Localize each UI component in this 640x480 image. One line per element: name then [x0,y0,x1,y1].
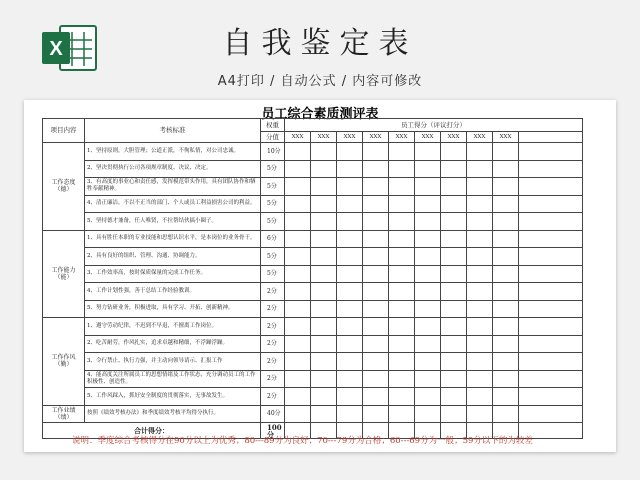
header-rater: XXX [311,132,337,143]
rating-cell[interactable] [415,178,441,196]
rating-cell[interactable] [441,248,467,266]
rating-cell[interactable] [337,370,363,388]
rating-cell[interactable] [467,178,493,196]
table-row [43,213,583,231]
rating-cell[interactable] [467,248,493,266]
rating-cell[interactable] [285,335,311,353]
rating-cell[interactable] [467,353,493,371]
evaluation-table [42,118,583,439]
rating-cell[interactable] [311,300,337,318]
rating-cell[interactable] [363,405,389,423]
rating-cell[interactable] [389,265,415,283]
rating-cell[interactable] [363,230,389,248]
rating-cell[interactable] [467,300,493,318]
rating-cell[interactable] [389,213,415,231]
rating-cell[interactable] [519,370,583,388]
rating-cell[interactable] [285,178,311,196]
rating-cell[interactable] [493,248,519,266]
score-cell: 10分 [261,143,285,161]
score-cell: 5分 [261,248,285,266]
rating-cell[interactable] [467,388,493,406]
table-row [43,283,583,301]
criteria-cell: 2、坚决贯彻执行公司各项规章制度、决议、决定。 [85,160,261,178]
rating-cell[interactable] [441,388,467,406]
table-row [43,388,583,406]
rating-cell[interactable] [415,335,441,353]
score-cell: 5分 [261,213,285,231]
rating-cell[interactable] [311,213,337,231]
rating-cell[interactable] [519,195,583,213]
rating-cell[interactable] [337,160,363,178]
rating-cell[interactable] [467,160,493,178]
rating-cell[interactable] [519,230,583,248]
rating-cell[interactable] [337,300,363,318]
rating-cell[interactable] [337,143,363,161]
rating-cell[interactable] [337,335,363,353]
table-row [43,160,583,178]
rating-cell[interactable] [389,388,415,406]
table-row [43,265,583,283]
rating-cell[interactable] [493,405,519,423]
rating-cell[interactable] [285,143,311,161]
category-cell: 工作业绩（绩） [43,405,85,423]
rating-cell[interactable] [363,160,389,178]
score-cell: 5分 [261,160,285,178]
rating-cell[interactable] [311,353,337,371]
criteria-cell: 1、具有胜任本职的专业技能和思想认识水平，是本岗位的业务骨干。 [85,230,261,248]
rating-cell[interactable] [337,195,363,213]
rating-cell[interactable] [415,160,441,178]
criteria-cell: 5、坚持德才兼备，任人唯贤，不拉帮结伙搞小圈子。 [85,213,261,231]
header-criteria: 考核标准 [85,119,261,143]
rating-cell[interactable] [467,405,493,423]
rating-cell[interactable] [311,143,337,161]
category-cell: 工作能力（能） [43,230,85,318]
header-score-group: 员工得分（评议打分） [285,119,583,132]
table-row [43,300,583,318]
table-row [43,143,583,161]
rating-cell[interactable] [389,370,415,388]
criteria-cell: 5、工作风踩入，抓好安全制度的贯彻落实，无事故发生。 [85,388,261,406]
rating-cell[interactable] [415,370,441,388]
rating-cell[interactable] [337,318,363,336]
score-cell: 40分 [261,405,285,423]
rating-cell[interactable] [415,318,441,336]
rating-cell[interactable] [363,318,389,336]
rating-cell[interactable] [519,300,583,318]
rating-cell[interactable] [285,388,311,406]
rating-cell[interactable] [363,248,389,266]
header-weight: 权重 [261,119,285,132]
rating-cell[interactable] [337,178,363,196]
rating-cell[interactable] [363,388,389,406]
rating-cell[interactable] [519,265,583,283]
criteria-cell: 4、工作计划性强，善于总结工作经验教训。 [85,283,261,301]
rating-cell[interactable] [441,143,467,161]
rating-cell[interactable] [389,178,415,196]
total-label: 合计得分： [43,423,261,439]
category-cell: 工作作风（勤） [43,318,85,406]
rating-cell[interactable] [467,230,493,248]
rating-cell[interactable] [519,353,583,371]
rating-cell[interactable] [467,318,493,336]
rating-cell[interactable] [493,370,519,388]
rating-cell[interactable] [519,213,583,231]
score-cell: 5分 [261,265,285,283]
score-cell: 6分 [261,230,285,248]
score-cell: 2分 [261,318,285,336]
page-subtitle: A4打印 / 自动公式 / 内容可修改 [217,74,423,89]
rating-cell[interactable] [337,388,363,406]
sheet-title: 员工综合素质测评表 [261,107,379,122]
rating-cell[interactable] [389,283,415,301]
rating-cell[interactable] [493,178,519,196]
rating-cell[interactable] [337,353,363,371]
rating-cell[interactable] [519,283,583,301]
score-cell: 2分 [261,370,285,388]
rating-cell[interactable] [441,160,467,178]
score-cell: 2分 [261,335,285,353]
rating-cell[interactable] [415,213,441,231]
category-cell: 工作态度（德） [43,143,85,231]
rating-cell[interactable] [337,265,363,283]
rating-cell[interactable] [363,178,389,196]
criteria-cell: 1、坚持原则，大胆管理；公道正派，不徇私情，对公司忠诚。 [85,143,261,161]
rating-cell[interactable] [493,230,519,248]
rating-cell[interactable] [285,230,311,248]
rating-cell[interactable] [389,318,415,336]
header-project: 项目内容 [43,119,85,143]
rating-cell[interactable] [441,230,467,248]
rating-cell[interactable] [311,283,337,301]
scoring-note: 说明：季度综合考核得分在90分以上为优秀；80---89分为良好；70---79分为合格；60---69分为一般；59分以下的为较差 [72,436,533,446]
rating-cell[interactable] [441,213,467,231]
rating-cell[interactable] [519,178,583,196]
rating-cell[interactable] [389,300,415,318]
criteria-cell: 3、工作效率高，按时保质保量的完成工作任务。 [85,265,261,283]
rating-cell[interactable] [467,195,493,213]
rating-cell[interactable] [311,388,337,406]
rating-cell[interactable] [441,370,467,388]
rating-cell[interactable] [519,160,583,178]
rating-cell[interactable] [467,283,493,301]
rating-cell[interactable] [415,265,441,283]
header-rater: XXX [415,132,441,143]
header-rater: XXX [337,132,363,143]
criteria-cell: 2、吃苦耐劳，作风扎实，追求卓越和精细，不浮躁浮躁。 [85,335,261,353]
table-row [43,195,583,213]
rating-cell[interactable] [441,265,467,283]
criteria-cell: 4、清正廉洁，不以不正当的部门、个人或员工利益损害公司的利益。 [85,195,261,213]
rating-cell[interactable] [389,353,415,371]
rating-cell[interactable] [389,335,415,353]
rating-cell[interactable] [415,353,441,371]
rating-cell[interactable] [441,318,467,336]
rating-cell[interactable] [285,405,311,423]
rating-cell[interactable] [415,405,441,423]
criteria-cell: 5、努力钻研业务，积极进取，具有学习、开拓、创新精神。 [85,300,261,318]
rating-cell[interactable] [519,388,583,406]
rating-cell[interactable] [311,370,337,388]
rating-cell[interactable] [363,353,389,371]
rating-cell[interactable] [493,143,519,161]
rating-cell[interactable] [285,248,311,266]
table-row [43,335,583,353]
rating-cell[interactable] [311,160,337,178]
criteria-cell: 按照《绩效考核办法》和季度绩效考核平均得分执行。 [85,405,261,423]
rating-cell[interactable] [337,230,363,248]
score-cell: 5分 [261,195,285,213]
rating-cell[interactable] [389,248,415,266]
rating-cell[interactable] [389,160,415,178]
rating-cell[interactable] [415,248,441,266]
rating-cell[interactable] [519,248,583,266]
rating-cell[interactable] [285,195,311,213]
rating-cell[interactable] [363,213,389,231]
rating-cell[interactable] [337,283,363,301]
rating-cell[interactable] [337,405,363,423]
table-row [43,318,583,336]
rating-cell[interactable] [363,283,389,301]
rating-cell[interactable] [441,300,467,318]
rating-cell[interactable] [519,318,583,336]
rating-cell[interactable] [493,283,519,301]
rating-cell[interactable] [493,335,519,353]
rating-cell[interactable] [285,370,311,388]
table-row [43,353,583,371]
table-row [43,370,583,388]
page-title: 自我鉴定表 [222,26,418,61]
rating-cell[interactable] [467,213,493,231]
rating-cell[interactable] [467,335,493,353]
excel-icon-letter: X [49,38,63,60]
rating-cell[interactable] [285,300,311,318]
rating-cell[interactable] [311,195,337,213]
rating-cell[interactable] [311,230,337,248]
rating-cell[interactable] [363,335,389,353]
rating-cell[interactable] [363,195,389,213]
score-cell: 2分 [261,283,285,301]
rating-cell[interactable] [493,318,519,336]
rating-cell[interactable] [363,370,389,388]
rating-cell[interactable] [311,335,337,353]
total-value: 100分 [261,423,285,439]
criteria-cell: 3、有高度的事业心和责任感，发挥模范带头作用，具有团队协作和牺牲奉献精神。 [85,178,261,196]
rating-cell[interactable] [441,283,467,301]
rating-cell[interactable] [337,213,363,231]
rating-cell[interactable] [467,143,493,161]
header-rater-blank [519,132,583,143]
header-rater: XXX [493,132,519,143]
header-rater: XXX [363,132,389,143]
criteria-cell: 3、令行禁止、执行力强，并主动向领导请示、汇报工作 [85,353,261,371]
rating-cell[interactable] [389,143,415,161]
rating-cell[interactable] [441,195,467,213]
rating-cell[interactable] [415,143,441,161]
rating-cell[interactable] [311,248,337,266]
rating-cell[interactable] [363,143,389,161]
rating-cell[interactable] [441,178,467,196]
rating-cell[interactable] [285,160,311,178]
rating-cell[interactable] [415,283,441,301]
rating-cell[interactable] [389,230,415,248]
rating-cell[interactable] [285,318,311,336]
rating-cell[interactable] [441,335,467,353]
rating-cell[interactable] [493,388,519,406]
table-row [43,405,583,423]
score-cell: 2分 [261,388,285,406]
rating-cell[interactable] [493,265,519,283]
rating-cell[interactable] [415,388,441,406]
rating-cell[interactable] [285,213,311,231]
rating-cell[interactable] [493,160,519,178]
rating-cell[interactable] [285,265,311,283]
rating-cell[interactable] [311,265,337,283]
table-row [43,248,583,266]
criteria-cell: 4、能高度关注所属员工的思想情绪及工作状态，充分调动员工的工作积极性、创造性。 [85,370,261,388]
table-row [43,178,583,196]
rating-cell[interactable] [519,143,583,161]
rating-cell[interactable] [519,405,583,423]
rating-cell[interactable] [415,300,441,318]
rating-cell[interactable] [467,370,493,388]
header-rater: XXX [389,132,415,143]
rating-cell[interactable] [441,353,467,371]
table-row [43,230,583,248]
rating-cell[interactable] [493,353,519,371]
header-rater: XXX [285,132,311,143]
criteria-cell: 2、具有良好的组织、管理、沟通、协调能力。 [85,248,261,266]
rating-cell[interactable] [493,300,519,318]
rating-cell[interactable] [415,230,441,248]
rating-cell[interactable] [363,265,389,283]
header-score: 分值 [261,132,285,143]
rating-cell[interactable] [311,318,337,336]
score-cell: 2分 [261,353,285,371]
rating-cell[interactable] [311,178,337,196]
rating-cell[interactable] [493,195,519,213]
rating-cell[interactable] [363,300,389,318]
rating-cell[interactable] [337,248,363,266]
rating-cell[interactable] [519,335,583,353]
rating-cell[interactable] [467,265,493,283]
table-header-row [43,119,583,132]
header-rater: XXX [441,132,467,143]
rating-cell[interactable] [389,195,415,213]
header-rater: XXX [467,132,493,143]
rating-cell[interactable] [389,405,415,423]
rating-cell[interactable] [493,213,519,231]
rating-cell[interactable] [285,283,311,301]
rating-cell[interactable] [285,353,311,371]
rating-cell[interactable] [311,405,337,423]
score-cell: 5分 [261,178,285,196]
rating-cell[interactable] [441,405,467,423]
rating-cell[interactable] [415,195,441,213]
score-cell: 2分 [261,300,285,318]
spreadsheet-preview [24,100,616,452]
criteria-cell: 1、遵守劳动纪律，不迟到不早退，不擅离工作岗位。 [85,318,261,336]
